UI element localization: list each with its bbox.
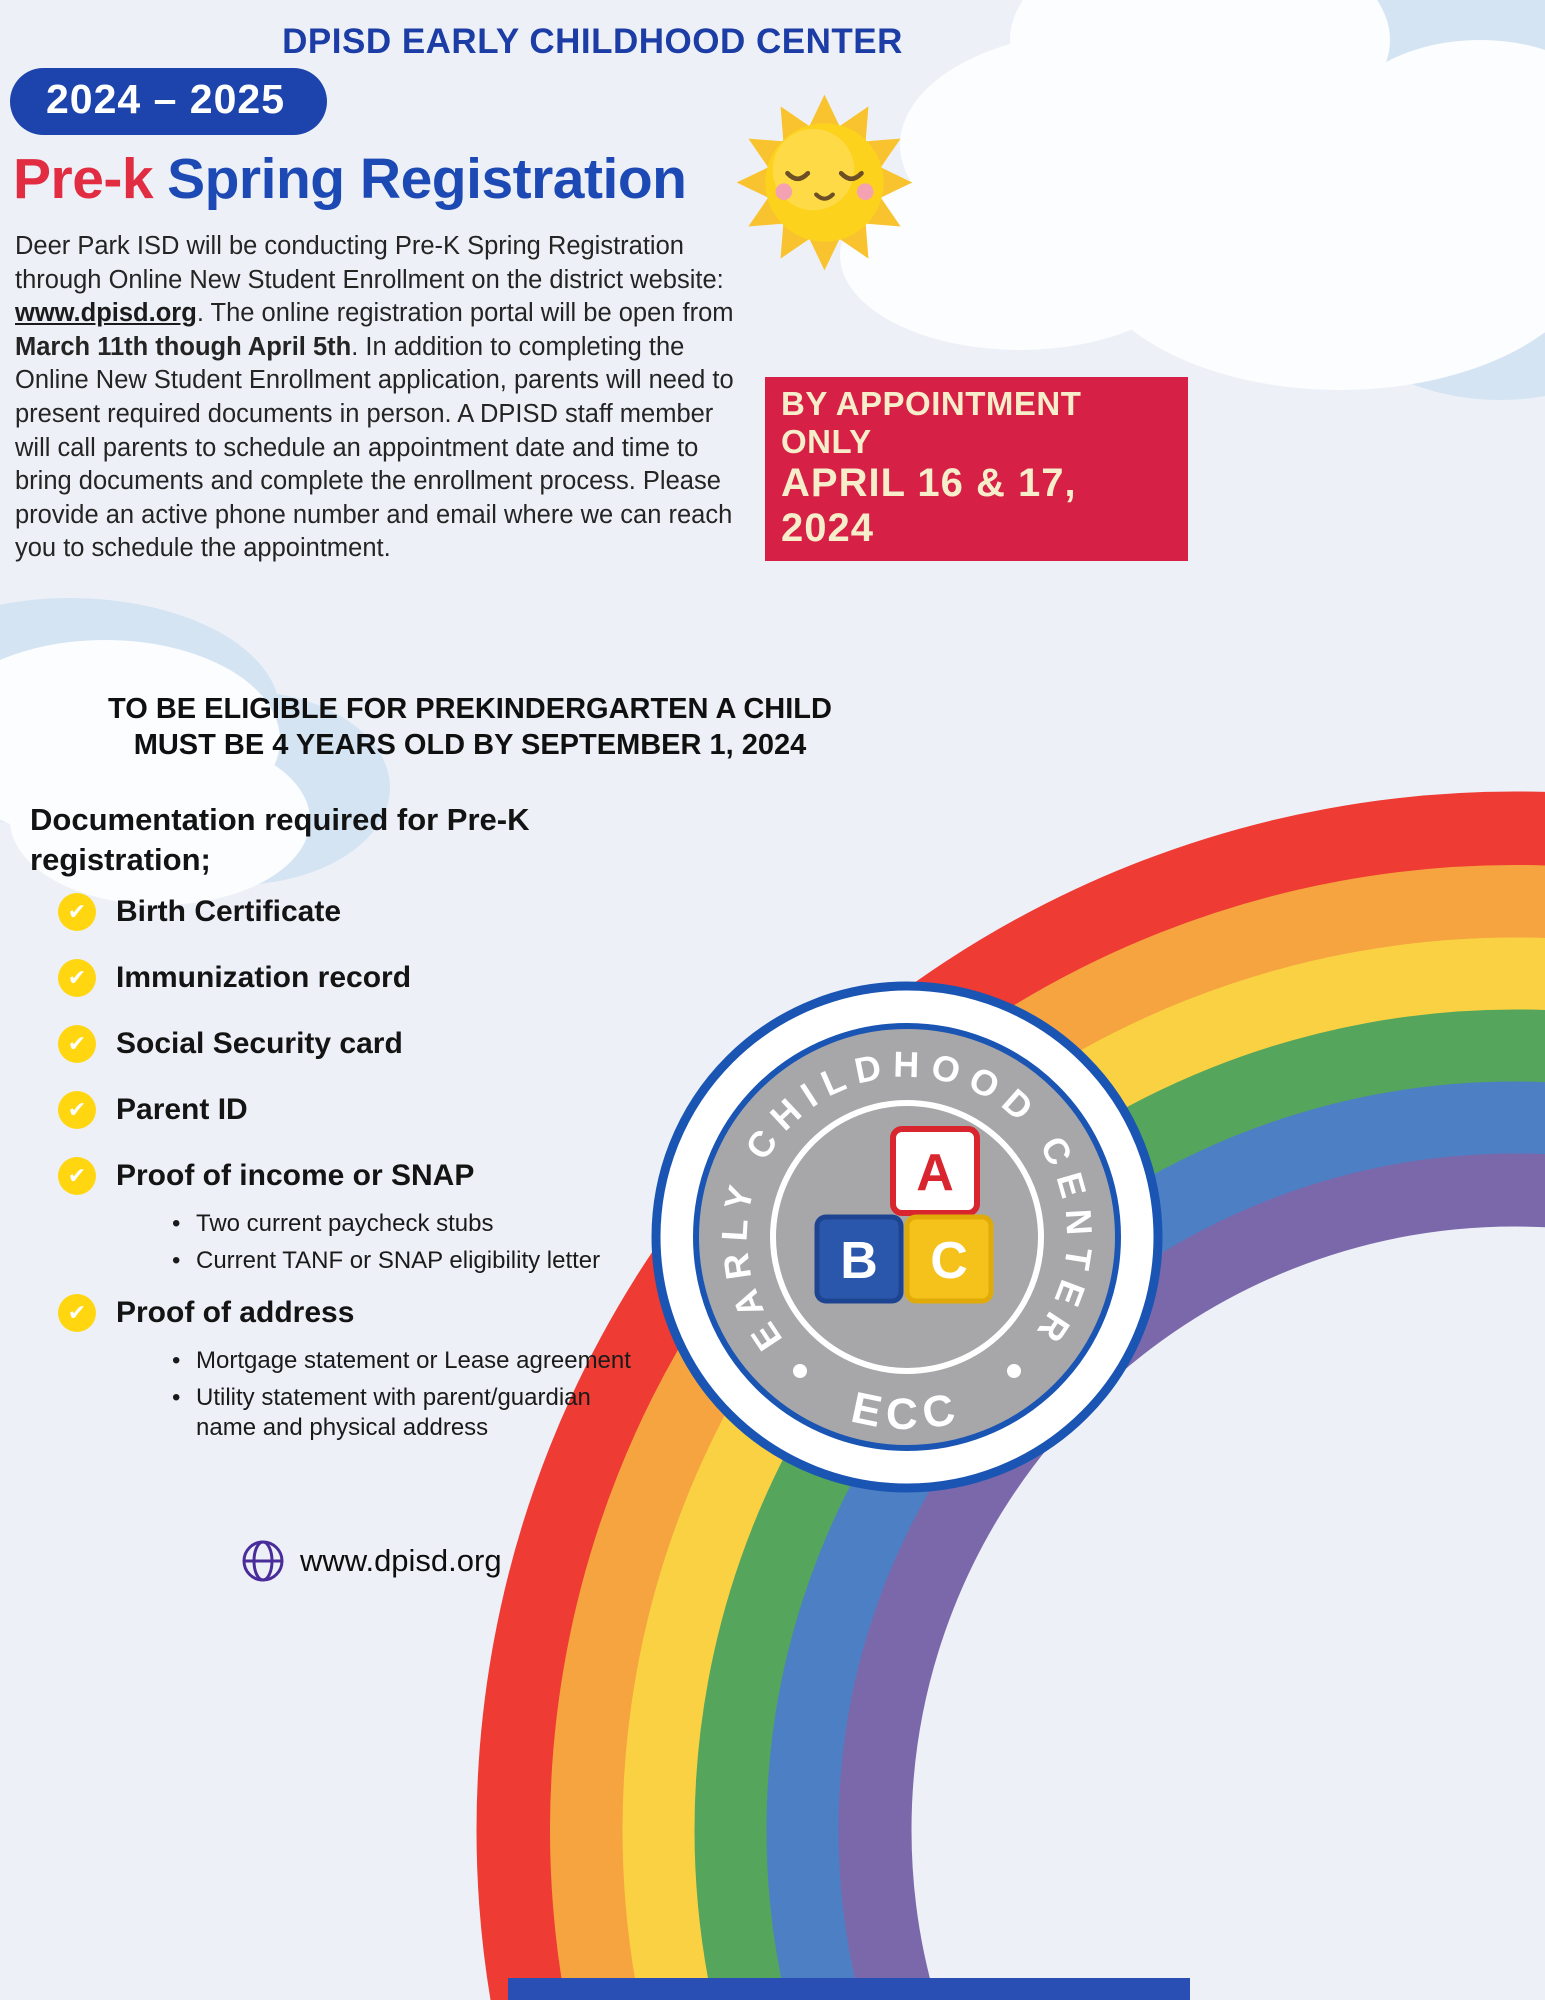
block-a-letter: A xyxy=(916,1144,954,1202)
eligibility-line1: TO BE ELIGIBLE FOR PREKINDERGARTEN A CHILD xyxy=(108,693,832,725)
checklist-item-proof-of-address xyxy=(58,1294,678,1332)
logo-arc-text: EARLY CHILDHOOD CENTER xyxy=(713,1043,1101,1358)
check-icon xyxy=(58,1157,96,1195)
proof-of-address-subitems xyxy=(170,1346,640,1443)
checklist-item-immunization-record xyxy=(58,959,678,997)
sun-cheek-right xyxy=(857,183,874,200)
checklist-item-label: Parent ID xyxy=(116,1093,248,1126)
website-link[interactable]: www.dpisd.org xyxy=(15,299,197,328)
check-mark: ✔ xyxy=(67,899,87,924)
main-title-prek: Pre-k xyxy=(13,147,154,211)
ecc-logo xyxy=(647,977,1167,1497)
eligibility-line2: MUST BE 4 YEARS OLD BY SEPTEMBER 1, 2024 xyxy=(133,728,807,761)
footer-website[interactable]: www.dpisd.org xyxy=(300,1543,502,1578)
check-mark: ✔ xyxy=(67,965,87,990)
intro-text-1: Deer Park ISD will be conducting Pre-K Spring Registration through Online New Student Enrollment on the district website: xyxy=(15,232,724,294)
globe-icon xyxy=(240,1538,286,1584)
check-mark: ✔ xyxy=(67,1163,87,1188)
check-mark: ✔ xyxy=(67,1097,87,1122)
separator-dot xyxy=(793,1364,807,1378)
bottom-accent-bar xyxy=(508,1978,1190,2000)
main-title-spring-registration: Spring Registration xyxy=(167,147,687,211)
intro-text-2: . The online registration portal will be open from xyxy=(196,299,734,328)
intro-text-3: . In addition to completing the Online New Student Enrollment application, parents will need to present required documents in person. A DPISD staff member will call parents to schedule an appointment date and time to bring documents and complete the enrollment process. Please provide an active phone number and email where we can reach you to schedule the appointment. xyxy=(15,332,734,563)
separator-dot xyxy=(1007,1364,1021,1378)
sub-item: • Utility statement with parent/guardian name and physical address xyxy=(170,1383,640,1443)
sub-item: • Current TANF or SNAP eligibility letter xyxy=(170,1246,640,1276)
logo-ecc-text: ECC xyxy=(847,1382,967,1440)
check-icon xyxy=(58,1025,96,1063)
check-icon xyxy=(58,893,96,931)
registration-dates: March 11th though April 5th xyxy=(15,332,352,361)
block-c-letter: C xyxy=(930,1232,968,1290)
main-title xyxy=(13,146,686,212)
sun-cheek-left xyxy=(775,183,792,200)
appointment-badge-line2: APRIL 16 & 17, 2024 xyxy=(781,461,1077,550)
check-mark: ✔ xyxy=(67,1300,87,1325)
appointment-badge-line1: BY APPOINTMENT ONLY xyxy=(781,385,1082,460)
checklist-item-parent-id xyxy=(58,1091,678,1129)
eligibility-note xyxy=(80,692,860,764)
sub-item: • Two current paycheck stubs xyxy=(170,1209,640,1239)
checklist-item-label: Social Security card xyxy=(116,1027,403,1060)
sun-icon xyxy=(732,90,917,275)
page-title: DPISD EARLY CHILDHOOD CENTER xyxy=(282,22,903,61)
checklist-item-label: Proof of address xyxy=(116,1296,355,1329)
checklist-item-social-security-card xyxy=(58,1025,678,1063)
intro-paragraph xyxy=(15,230,739,566)
check-icon xyxy=(58,1294,96,1332)
check-mark: ✔ xyxy=(67,1031,87,1056)
appointment-badge xyxy=(765,377,1188,561)
check-icon xyxy=(58,1091,96,1129)
checklist-item-label: Immunization record xyxy=(116,961,412,994)
check-icon xyxy=(58,959,96,997)
school-year-badge: 2024 – 2025 xyxy=(10,68,327,135)
documentation-heading: Documentation required for Pre-K registration; xyxy=(30,802,530,877)
checklist-item-proof-of-income xyxy=(58,1157,678,1195)
checklist-item-label: Birth Certificate xyxy=(116,895,342,928)
block-b-letter: B xyxy=(840,1232,878,1290)
checklist-item-label: Proof of income or SNAP xyxy=(116,1159,475,1192)
checklist-item-birth-certificate xyxy=(58,893,678,931)
sub-item: • Mortgage statement or Lease agreement xyxy=(170,1346,640,1376)
documentation-checklist xyxy=(58,893,678,1461)
footer xyxy=(240,1538,502,1584)
proof-of-income-subitems xyxy=(170,1209,640,1276)
